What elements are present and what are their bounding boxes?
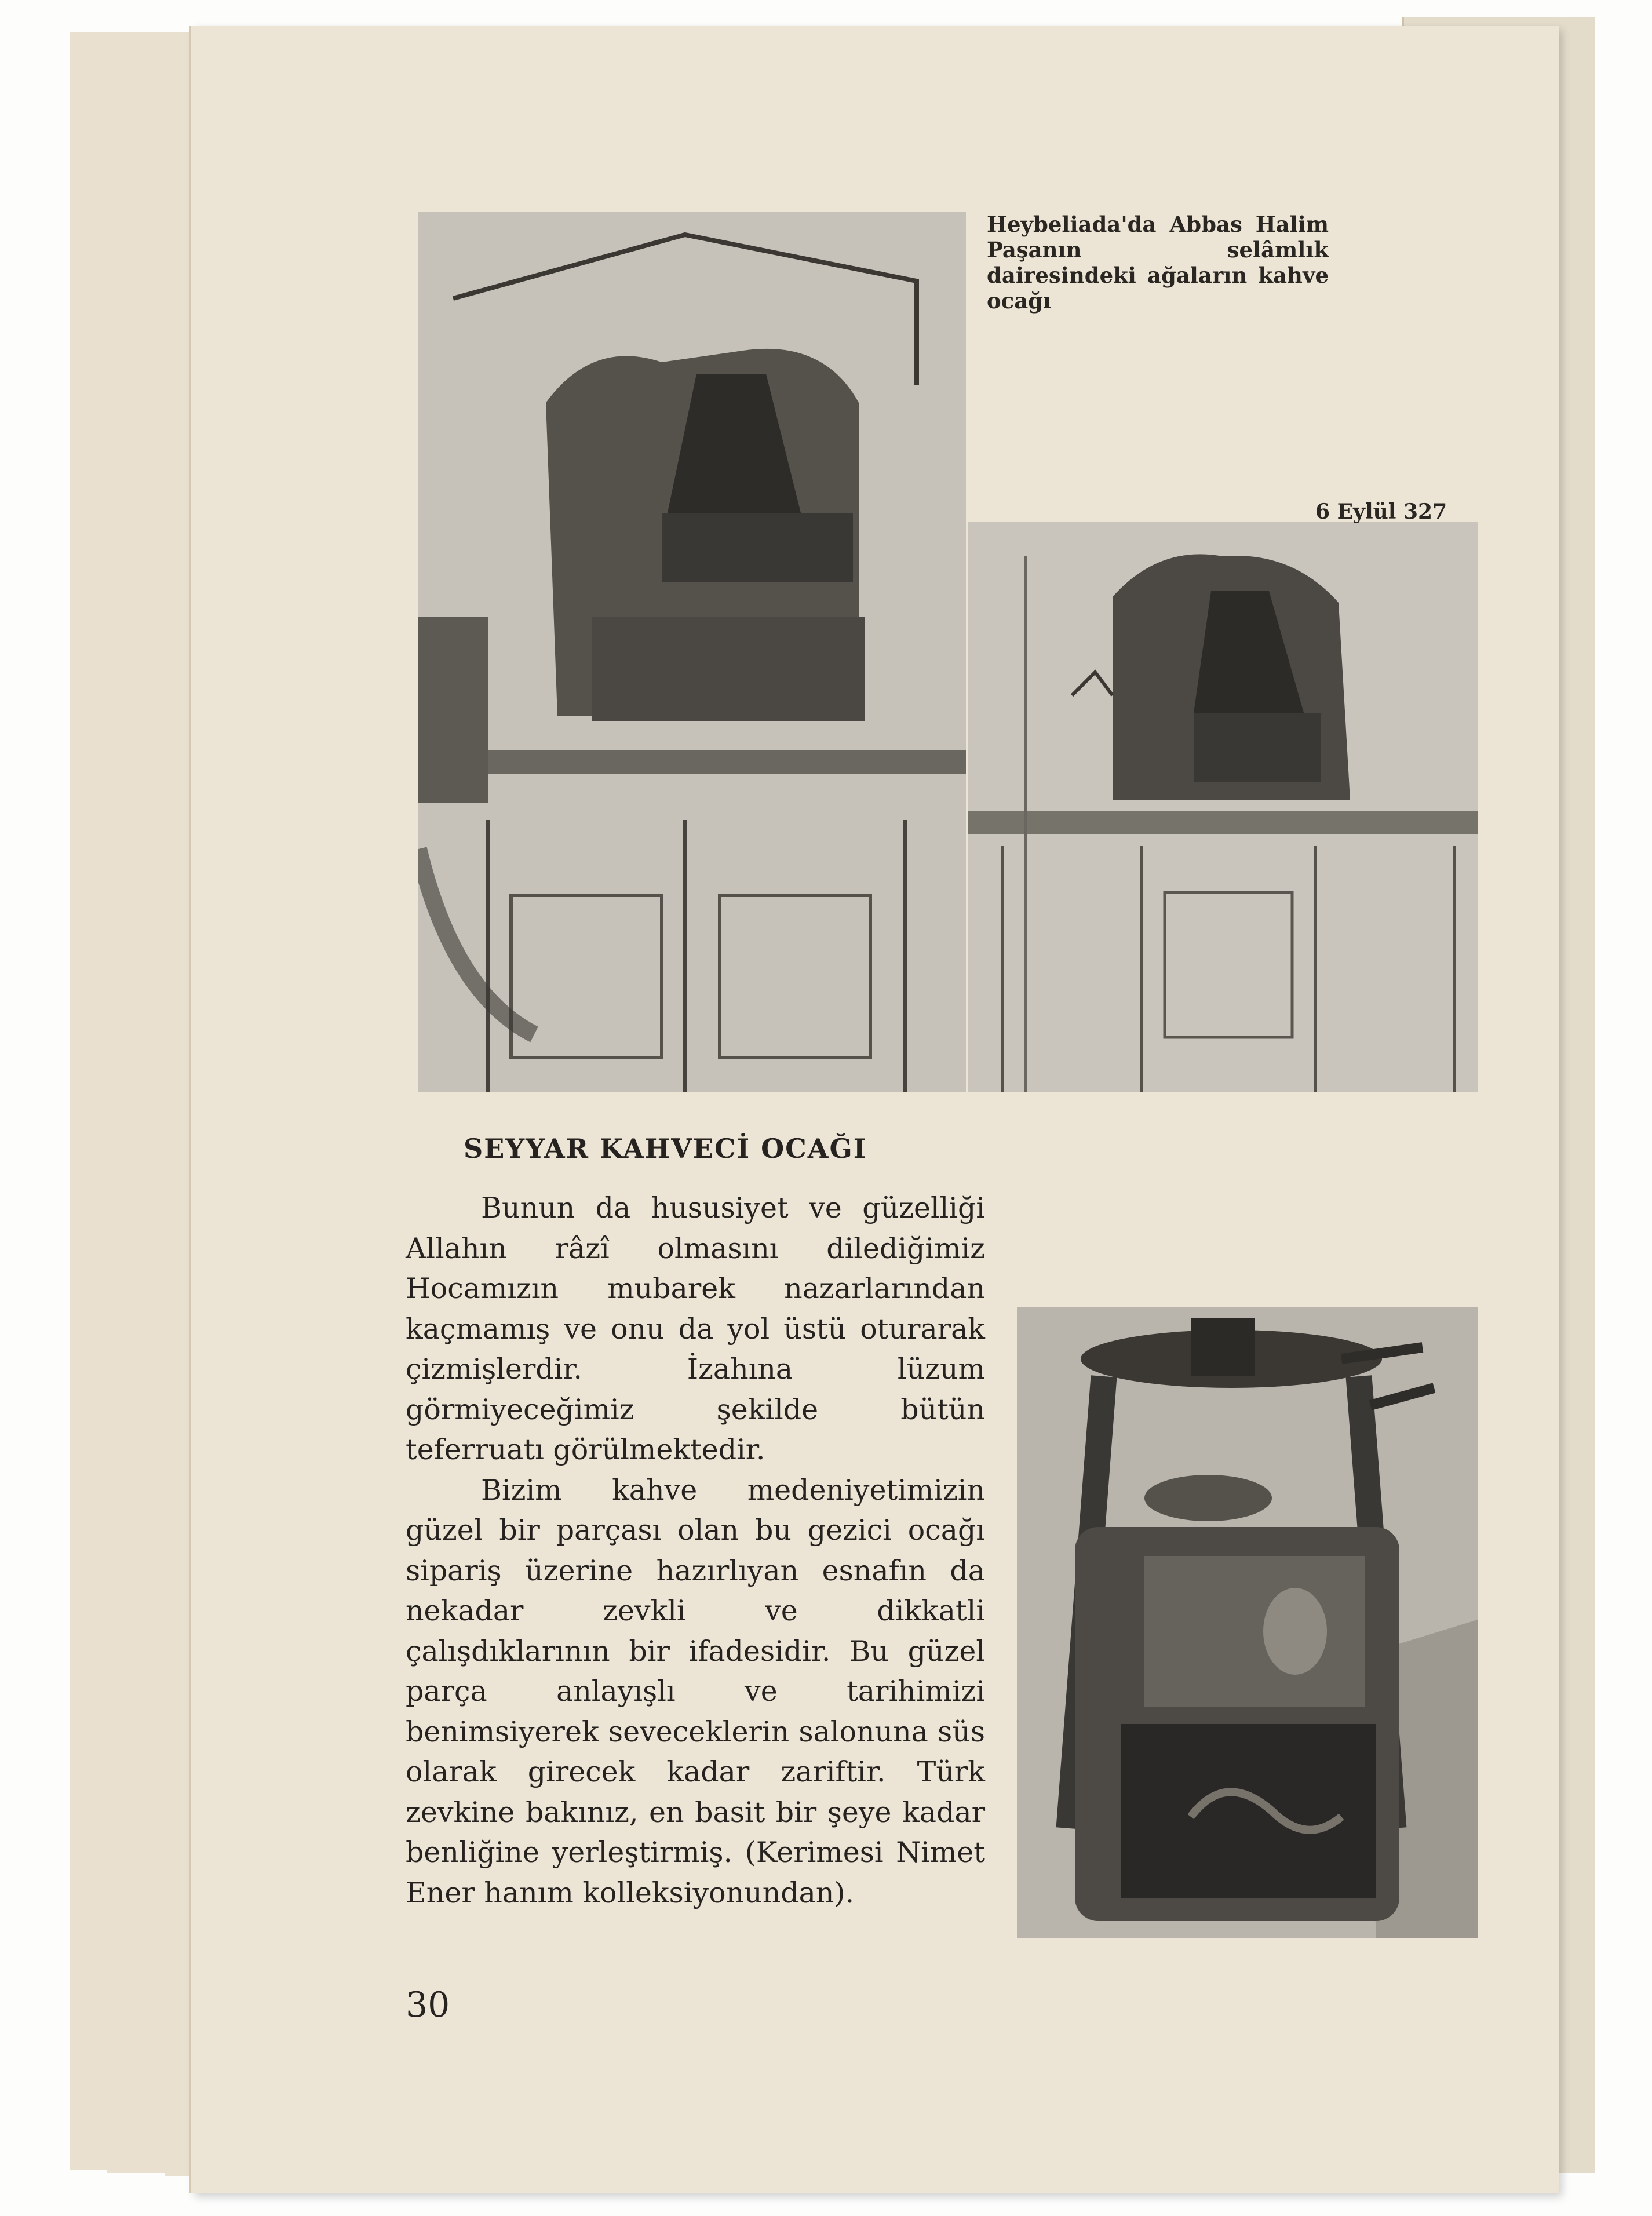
section-heading: SEYYAR KAHVECİ OCAĞI [464,1133,867,1164]
page-number: 30 [406,1985,450,2025]
hearth-sketch-small [968,522,1478,1092]
photo-caption [987,212,1329,314]
hearth-sketch-large [418,212,966,1092]
paragraph-2: Bizim kahve medeniyetimizin güzel bir parçası olan bu gezici ocağı sipariş üzerine hazırlıyan esnafın da nekadar zevkli ve dikkatli çalışdıklarının bir ifadesidir. Bu güzel parça anlayışlı ve tarihimizi benimsiyerek seveceklerin salonuna süs olarak girecek kadar zariftir. Türk zevkine bakınız, en basit bir şeye kadar benliğine yerleştirmiş. (Kerimesi Nimet Ener hanım kolleksiyonundan). [406,1473,985,1909]
article-body [406,1188,985,1913]
portable-stove-sketch [1017,1307,1478,1938]
sketch-date: 6 Eylül 327 [1315,500,1447,524]
paragraph-1: Bunun da hususiyet ve güzelliği Allahın râzî olmasını dilediğimiz Hocamızın mubarek nazarlarından kaçmamış ve onu da yol üstü oturarak çizmişlerdir. İzahına lüzum görmiyeceğimiz şekilde bütün teferruatı görülmektedir. [406,1191,985,1466]
caption-text: Heybeliada'da Abbas Halim Paşanın selâmlık dairesindeki ağaların kahve ocağı [987,212,1329,314]
